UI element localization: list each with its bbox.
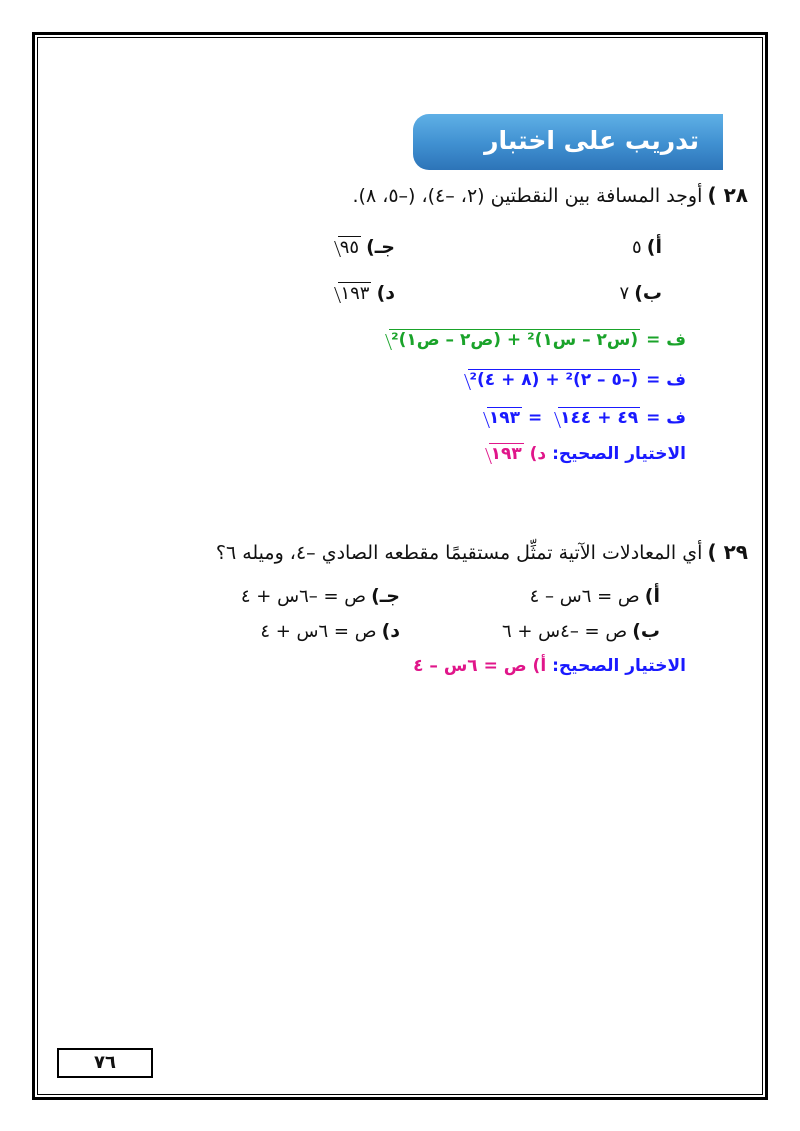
formula-rhs: (س٢ – س١)² + (ص٢ – ص١)²	[391, 330, 639, 350]
answer-letter: د)	[529, 444, 547, 464]
square-root	[479, 444, 524, 464]
distance-formula	[379, 330, 686, 350]
option-c[interactable]	[328, 236, 395, 258]
formula-result: ١٩٣	[488, 408, 521, 428]
square-root	[379, 330, 640, 350]
option-d[interactable]	[328, 282, 395, 304]
option-letter: ب)	[632, 620, 660, 642]
option-letter: أ)	[646, 236, 662, 258]
option-value: ٩٥	[339, 237, 360, 258]
option-value: ١٩٣	[340, 283, 370, 304]
option-d[interactable]	[260, 620, 400, 642]
option-value: ص = ٦س + ٤	[260, 621, 377, 642]
square-root	[458, 370, 641, 390]
evaluation-line	[477, 408, 686, 428]
answer-value: أ) ص = ٦س – ٤	[413, 656, 547, 676]
substitution-line	[458, 370, 686, 390]
formula-mid: ٤٩ + ١٤٤	[560, 408, 639, 428]
answer-29	[413, 656, 686, 676]
option-value: ٧	[619, 283, 630, 304]
square-root	[328, 237, 361, 258]
square-root	[477, 408, 522, 428]
page-number-text: ٧٦	[94, 1052, 116, 1073]
option-value: ٥	[632, 237, 642, 258]
formula-rhs: (–٥ – ٢)² + (٨ + ٤)²	[469, 370, 639, 390]
square-root	[548, 408, 640, 428]
section-banner	[413, 114, 723, 170]
option-letter: أ)	[644, 585, 660, 607]
option-value: ص = ٦س – ٤	[529, 586, 640, 607]
equals-sign: =	[527, 408, 543, 428]
answer-label: الاختيار الصحيح:	[552, 656, 686, 676]
answer-label: الاختيار الصحيح:	[552, 444, 686, 464]
answer-28	[479, 444, 686, 464]
formula-lhs: ف =	[646, 330, 686, 350]
option-a[interactable]	[632, 236, 662, 258]
question-29	[216, 540, 748, 564]
question-number: ٢٨ )	[707, 183, 748, 207]
answer-value: ١٩٣	[490, 444, 522, 464]
option-value: ص = –٤س + ٦	[501, 621, 628, 642]
page-number	[57, 1048, 153, 1078]
option-letter: ب)	[634, 282, 662, 304]
section-title: تدريب على اختبار	[484, 126, 699, 155]
option-b[interactable]	[502, 620, 660, 642]
option-c[interactable]	[241, 585, 400, 607]
option-b[interactable]	[619, 282, 662, 304]
formula-lhs: ف =	[646, 370, 686, 390]
option-a[interactable]	[530, 585, 660, 607]
option-letter: جـ)	[366, 236, 395, 258]
option-letter: د)	[381, 620, 400, 642]
option-letter: د)	[376, 282, 395, 304]
question-number: ٢٩ )	[707, 540, 748, 564]
option-value: ص = –٦س + ٤	[240, 586, 367, 607]
square-root	[328, 283, 371, 304]
formula-lhs: ف =	[646, 408, 686, 428]
question-28	[352, 183, 748, 207]
question-text: أوجد المسافة بين النقطتين (٢، –٤)، (–٥، ٨).	[352, 185, 703, 207]
question-text: أي المعادلات الآتية تمثِّل مستقيمًا مقطعه الصادي –٤، وميله ٦؟	[215, 542, 703, 564]
option-letter: جـ)	[371, 585, 400, 607]
